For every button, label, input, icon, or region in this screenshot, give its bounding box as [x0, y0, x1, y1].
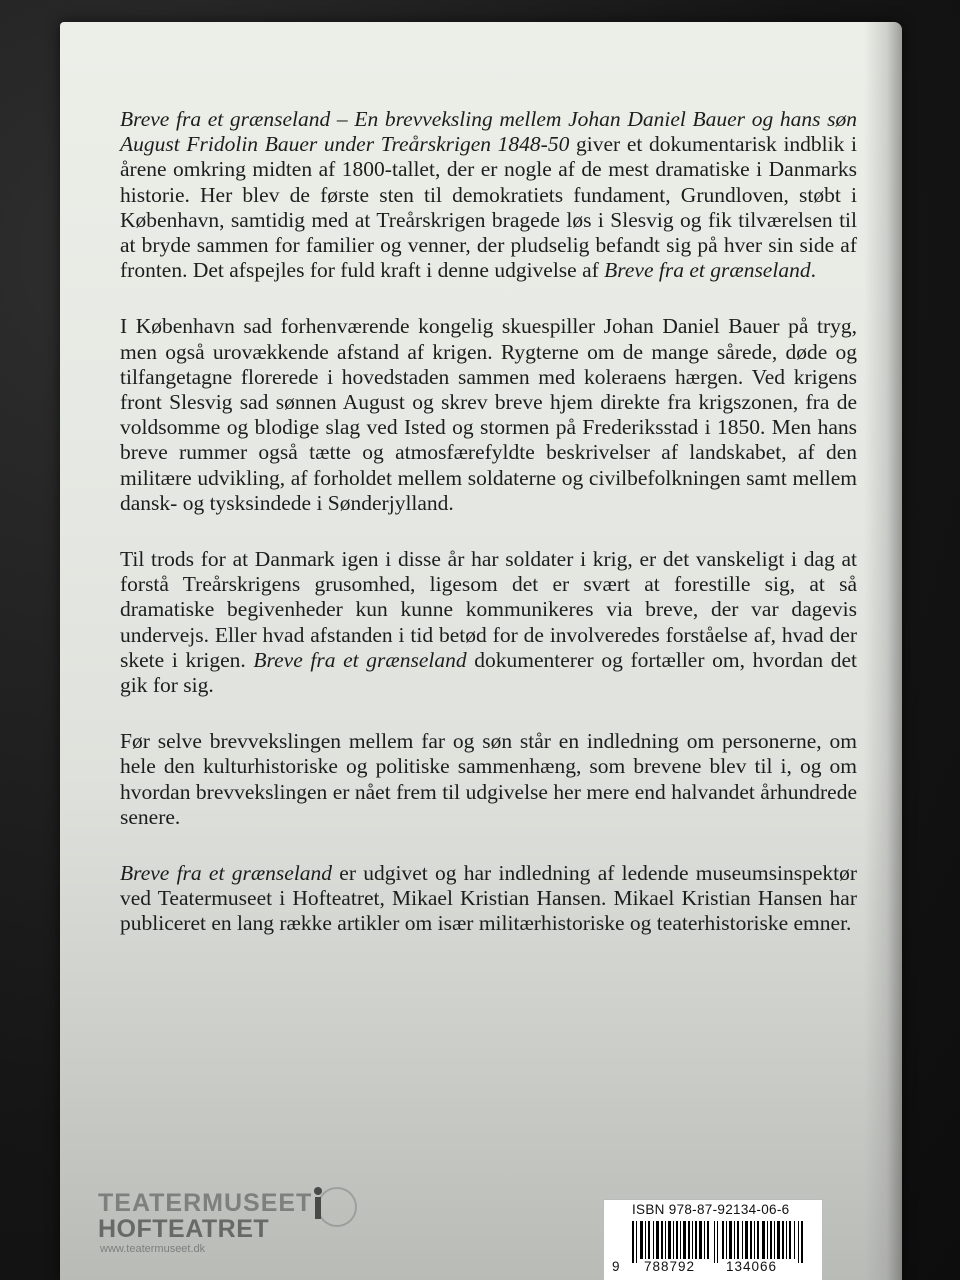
logo-line-hofteatret: HOFTEATRET — [98, 1215, 270, 1243]
book-title-italic: Breve fra et grænseland — [604, 258, 811, 283]
isbn-barcode — [603, 1199, 823, 1280]
book-title-italic: Breve fra et grænseland — [120, 861, 333, 886]
blurb-paragraph-4: Før selve brevvekslingen mellem far og søn står en indledning om personerne, om hele den kulturhistoriske og politiske sammenhæng, som brevene blev til i, og om hvordan brevvekslingen er nået frem til udgivelse her mere end halvandet århundrede senere. — [120, 729, 857, 829]
logo-url: www.teatermuseet.dk — [100, 1243, 206, 1255]
book-title-italic: Breve fra et grænseland — [253, 647, 467, 672]
barcode-lead-digit: 9 — [612, 1259, 620, 1274]
barcode-digits-left: 788792 — [644, 1259, 696, 1274]
blurb-paragraph-2: I København sad forhenværende kongelig skuespiller Johan Daniel Bauer på tryg, men også urovækkende afstand af krigen. Rygterne om de mange sårede, døde og tilfangetagne florerede i hovedstaden sammen med koleraens hærgen. Ved krigens front Slesvig sad sønnen August og skrev breve hjem direkte fra krigszonen, fra de voldsomme og blodige slag ved Isted og stormen på Frederiksstad i 1850. Men hans breve rummer også tætte og atmosfærefyldte beskrivelser af landskabet, af den militære udvikling, af forholdet mellem soldaterne og civilbefolkningen samt mellem dansk- og tysksindede i Sønderjylland. — [120, 314, 857, 515]
publisher-logo — [98, 1177, 338, 1257]
blurb-text — [120, 107, 857, 968]
book-title-italic: Breve fra et grænseland – En brevveksling mellem Johan Daniel Bauer og hans søn August Fridolin Bauer under Treårskrigen 1848-50 — [120, 107, 857, 157]
isbn-label: ISBN 978-87-92134-06-6 — [632, 1202, 790, 1217]
barcode-bars — [632, 1221, 804, 1263]
logo-line-teatermuseet: TEATERMUSEET — [98, 1189, 313, 1217]
theatre-mask-icon — [311, 1183, 361, 1233]
blurb-paragraph-1: Breve fra et grænseland – En brevveksling mellem Johan Daniel Bauer og hans søn August Fridolin Bauer under Treårskrigen 1848-50 giver et dokumentarisk indblik i årene omkring midten af 1800-tallet, der er nogle af de mest dramatiske i Danmarks historie. Her blev de første sten til demokratiets fundament, Grundloven, støbt i København, samtidig med at Treårskrigen bragede løs i Slesvig og fik tilværelsen til at bryde sammen for familier og venner, der pludselig befandt sig på hver sin side af fronten. Det afspejles for fuld kraft i denne udgivelse af Breve fra et grænseland. — [120, 107, 857, 283]
book-back-cover — [60, 22, 902, 1280]
blurb-paragraph-5: Breve fra et grænseland er udgivet og har indledning af ledende museumsinspektør ved Teatermuseet i Hofteatret, Mikael Kristian Hansen. Mikael Kristian Hansen har publiceret en lang række artikler om især militærhistoriske og teaterhistoriske emner. — [120, 861, 857, 936]
blurb-paragraph-3: Til trods for at Danmark igen i disse år har soldater i krig, er det vanskeligt i dag at forstå Treårskrigens grusomhed, ligesom det er svært at forestille sig, at så dramatiske begivenheder kun kunne kommunikeres via breve, der var dagevis undervejs. Eller hvad afstanden i tid betød for de involveredes forståelse af, hvad der skete i krigen. Breve fra et grænseland dokumenterer og fortæller om, hvordan det gik for sig. — [120, 547, 858, 698]
barcode-digits-right: 134066 — [726, 1259, 778, 1274]
